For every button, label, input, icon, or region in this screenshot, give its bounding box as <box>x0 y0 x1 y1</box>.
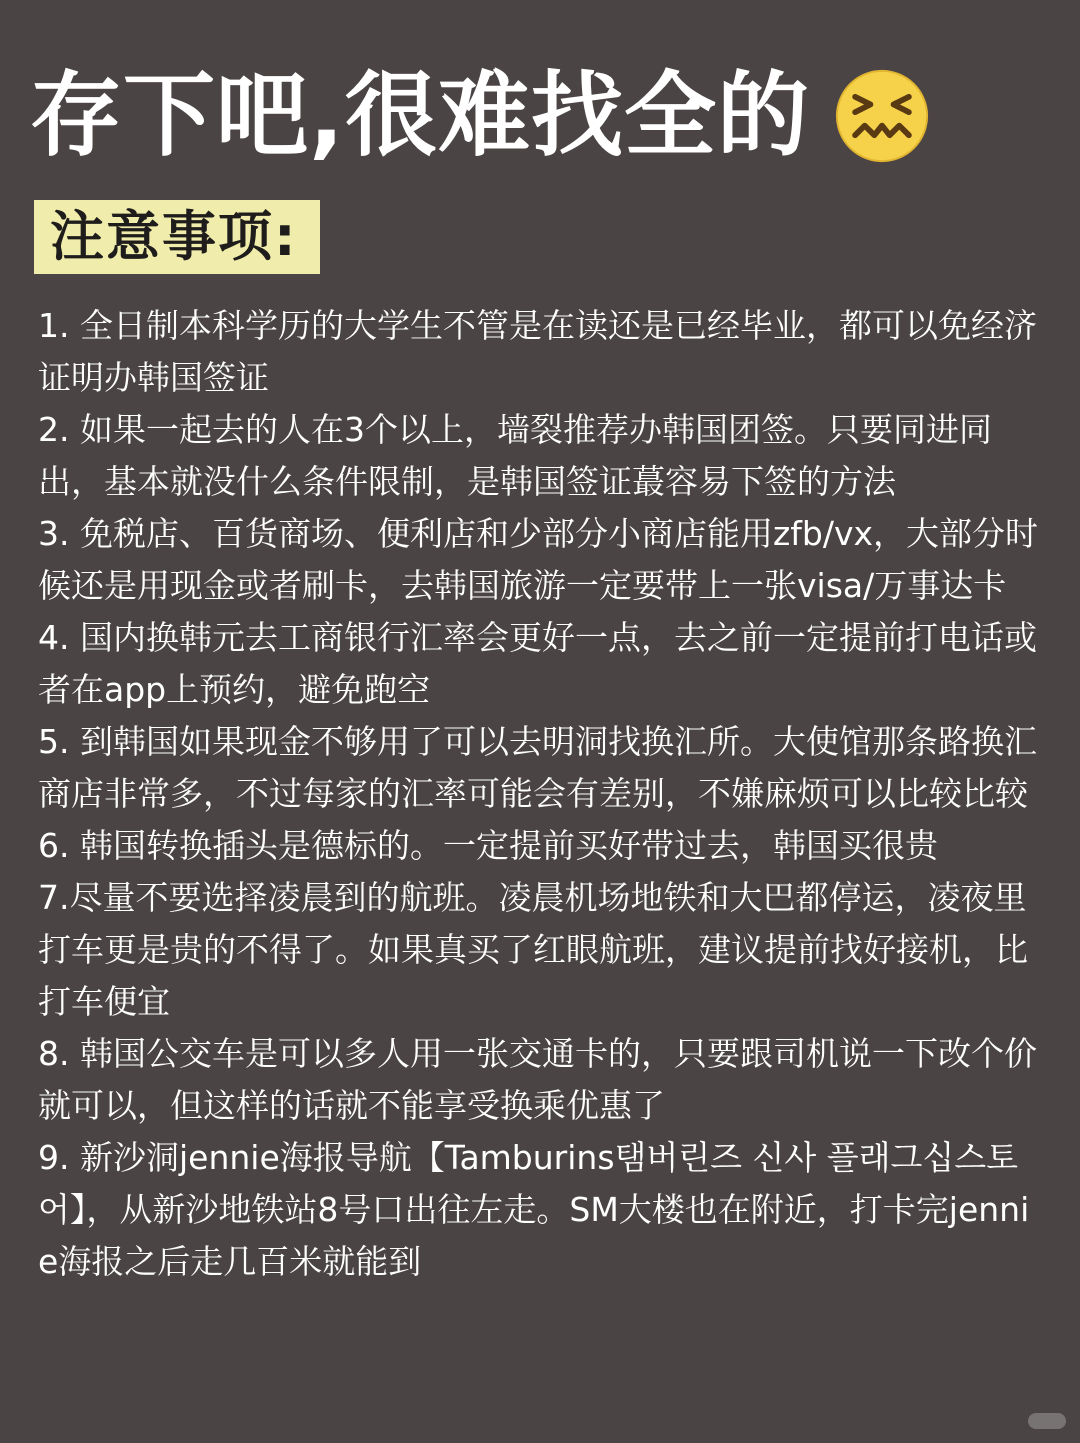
list-item: 8. 韩国公交车是可以多人用一张交通卡的，只要跟司机说一下改个价就可以，但这样的话就不能享受换乘优惠了 <box>38 1034 1037 1125</box>
watermark-badge-icon <box>1028 1413 1066 1429</box>
list-item: 7.尽量不要选择凌晨到的航班。凌晨机场地铁和大巴都停运，凌夜里打车更是贵的不得了。如果真买了红眼航班，建议提前找好接机，比打车便宜 <box>38 878 1028 1021</box>
section-label: 注意事项: <box>34 200 320 274</box>
list-item: 3. 免税店、百货商场、便利店和少部分小商店能用zfb/vx，大部分时候还是用现金或者刷卡，去韩国旅游一定要带上一张visa/万事达卡 <box>38 514 1039 605</box>
list-item: 6. 韩国转换插头是德标的。一定提前买好带过去，韩国买很贵 <box>38 826 938 865</box>
notes-list <box>38 300 1046 1288</box>
list-item: 4. 国内换韩元去工商银行汇率会更好一点，去之前一定提前打电话或者在app上预约，避免跑空 <box>38 618 1037 709</box>
list-item: 9. 新沙洞jennie海报导航【Tamburins탬버린즈 신사 플래그십스토어】，从新沙地铁站8号口出往左走。SM大楼也在附近，打卡完jennie海报之后走几百米就能到 <box>38 1138 1030 1281</box>
title-row <box>30 56 930 176</box>
list-item: 2. 如果一起去的人在3个以上，墙裂推荐办韩国团签。只要同进同出，基本就没什么条件限制，是韩国签证蕞容易下签的方法 <box>38 410 992 501</box>
confounded-face-icon <box>834 68 930 164</box>
page-title: 存下吧,很难找全的 <box>30 62 810 169</box>
list-item: 5. 到韩国如果现金不够用了可以去明洞找换汇所。大使馆那条路换汇商店非常多，不过每家的汇率可能会有差别，不嫌麻烦可以比较比较 <box>38 722 1037 813</box>
list-item: 1. 全日制本科学历的大学生不管是在读还是已经毕业，都可以免经济证明办韩国签证 <box>38 306 1037 397</box>
